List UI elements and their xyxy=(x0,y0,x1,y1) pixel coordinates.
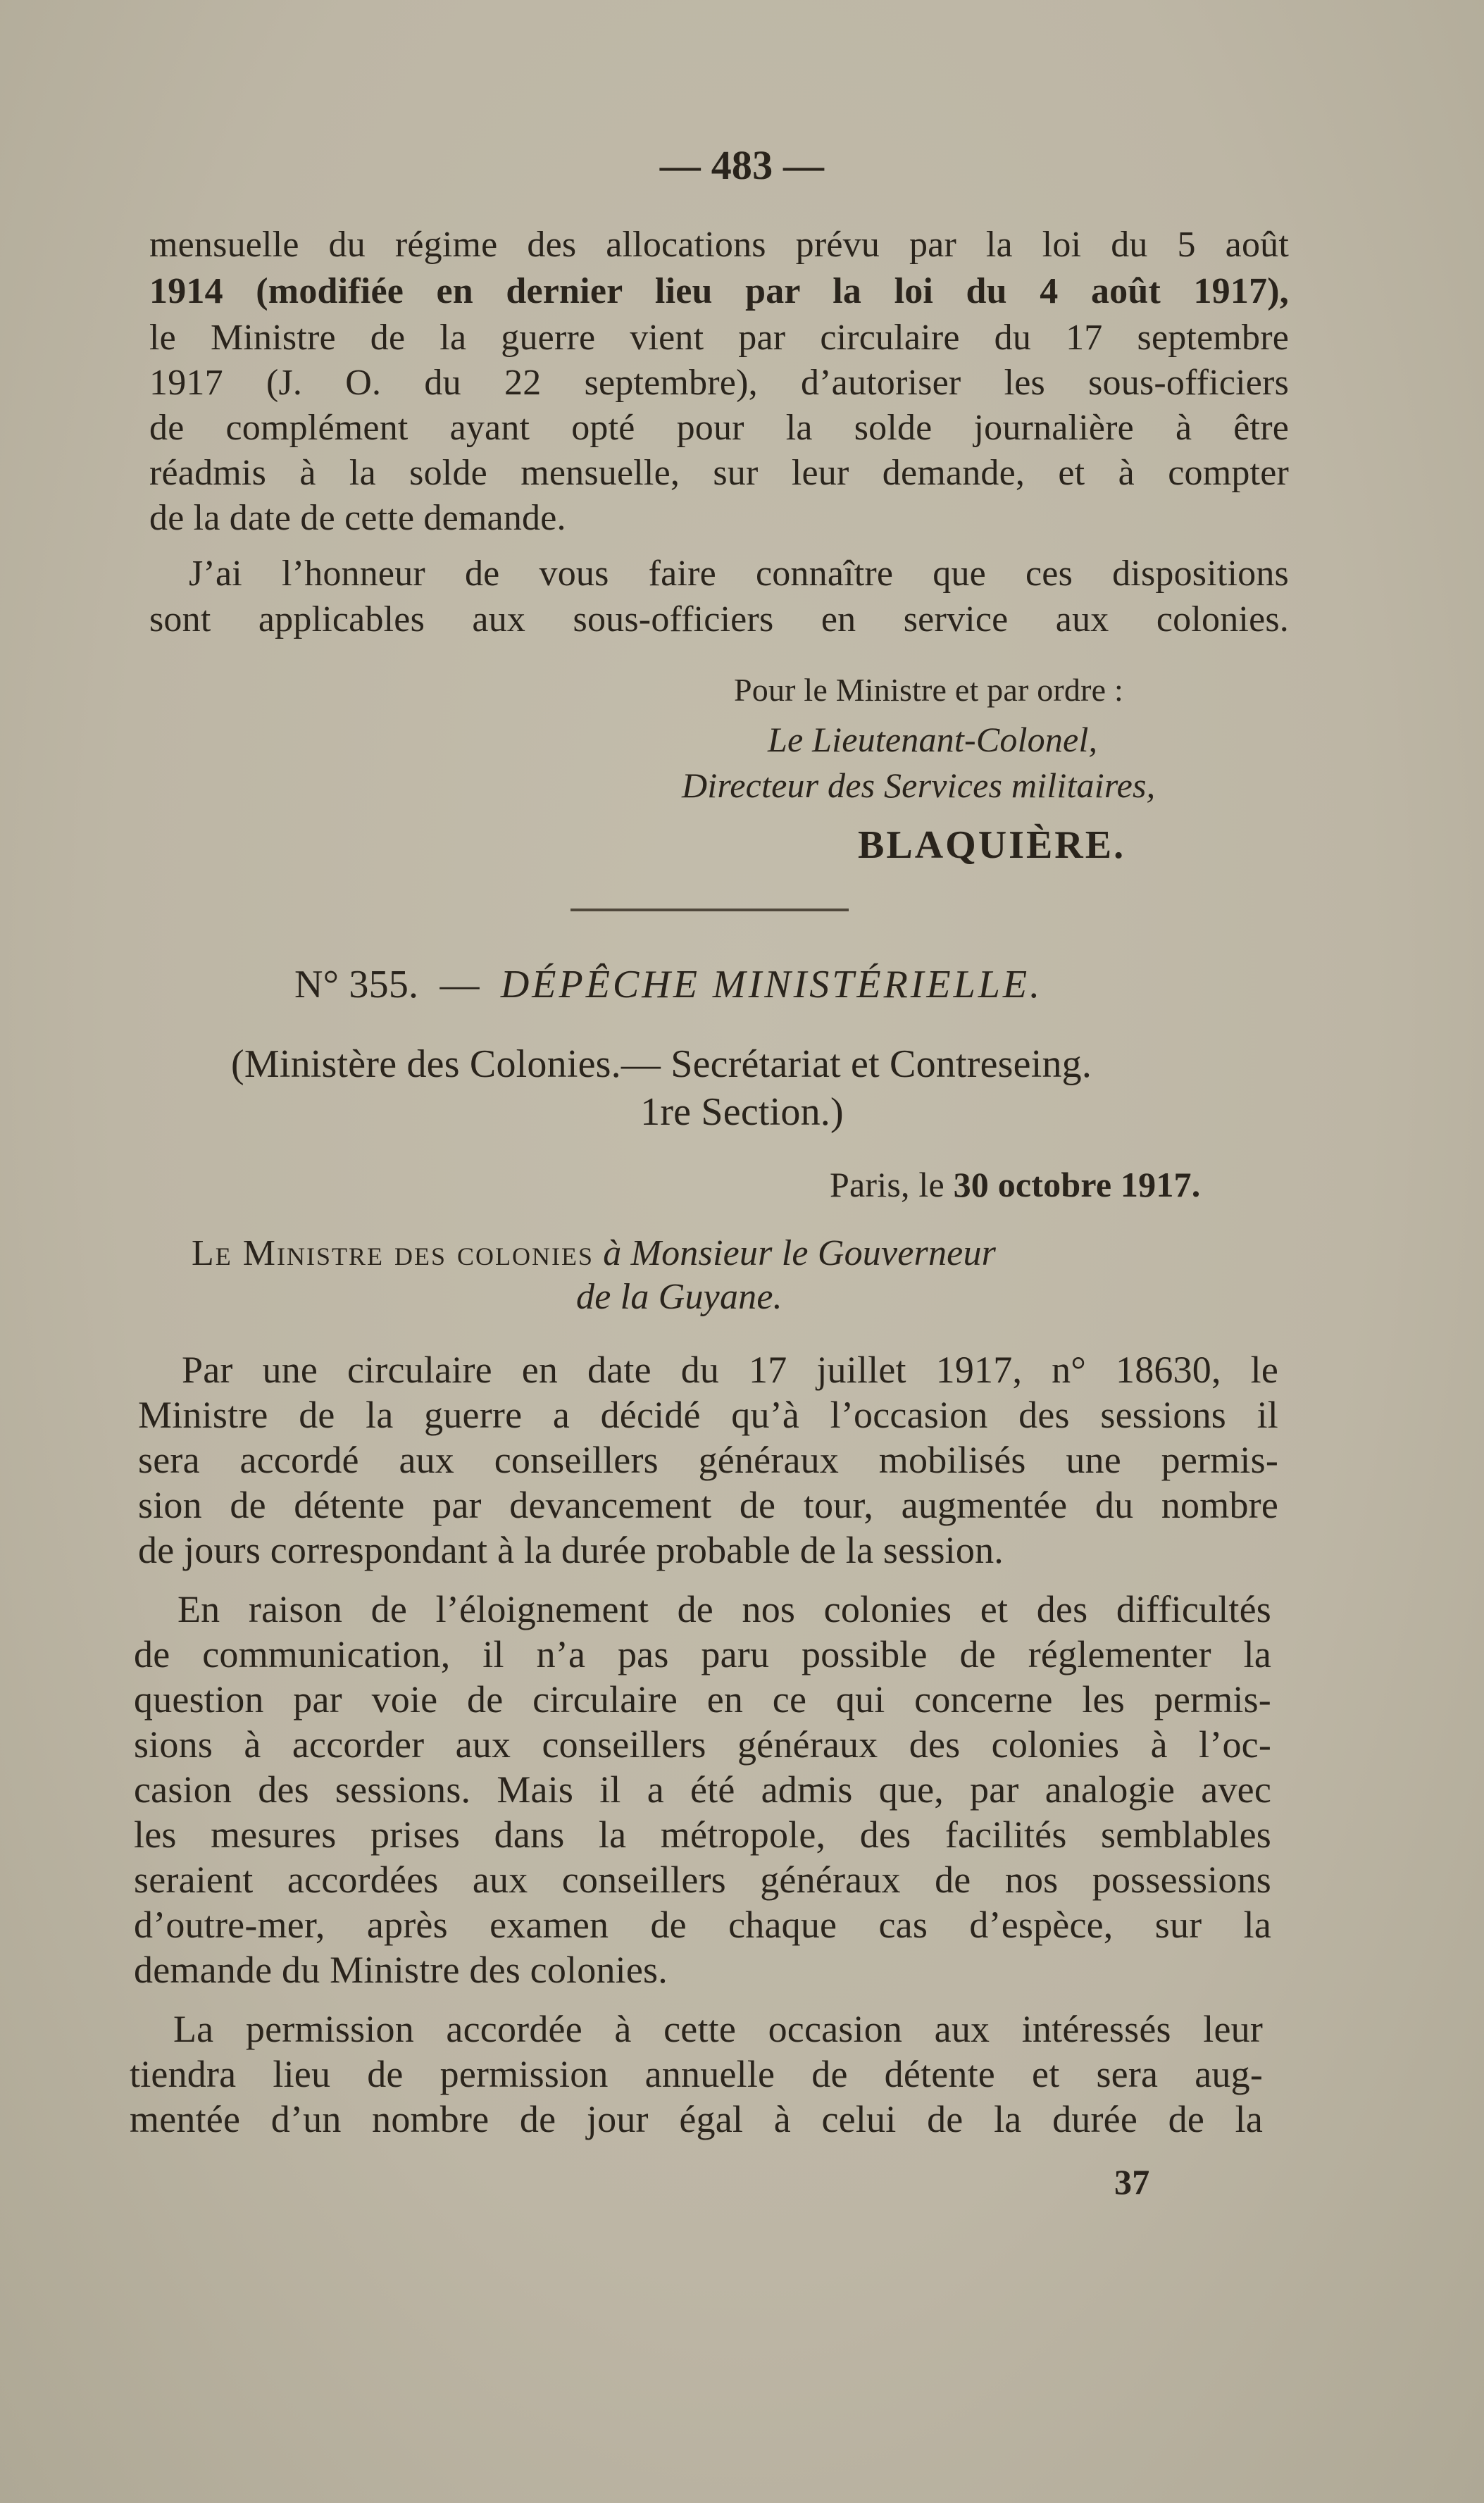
section-heading xyxy=(294,961,1042,1008)
ministry-section: 1re Section.) xyxy=(640,1090,844,1134)
signature-line: Pour le Ministre et par ordre : xyxy=(734,672,1123,708)
text-line: J’ai l’honneur de vous faire connaître que ces dispositions xyxy=(189,554,1289,594)
body-line: question par voie de circulaire en ce qui concerne les permis- xyxy=(134,1678,1271,1721)
signature-name: BLAQUIÈRE. xyxy=(858,823,1126,867)
body-line: En raison de l’éloignement de nos colonies et des difficultés xyxy=(177,1588,1271,1630)
text-line: 1914 (modifiée en dernier lieu par la loi du 4 août 1917), xyxy=(149,271,1289,311)
date-line xyxy=(830,1163,1200,1206)
page-number: — 483 — xyxy=(659,142,825,188)
body-line: sera accordé aux conseillers généraux mobilisés une permis- xyxy=(138,1439,1278,1481)
body-line: La permission accordée à cette occasion aux intéressés leur xyxy=(173,2008,1263,2050)
body-line: de communication, il n’a pas paru possible de réglementer la xyxy=(134,1633,1271,1675)
body-line: sion de détente par devancement de tour, augmentée du nombre xyxy=(138,1484,1278,1526)
body-line: sions à accorder aux conseillers généraux des colonies à l’oc- xyxy=(134,1723,1271,1766)
body-line: seraient accordées aux conseillers généraux de nos possessions xyxy=(134,1859,1271,1901)
signature-function: Directeur des Services militaires, xyxy=(682,766,1156,805)
addressee-place: de la Guyane. xyxy=(576,1277,782,1317)
body-line: Ministre de la guerre a décidé qu’à l’occasion des sessions il xyxy=(138,1394,1278,1436)
body-line: d’outre-mer, après examen de chaque cas d’espèce, sur la xyxy=(134,1904,1271,1946)
text-line: réadmis à la solde mensuelle, sur leur demande, et à compter xyxy=(149,453,1289,493)
separator-rule xyxy=(570,909,849,911)
ministry-line: (Ministère des Colonies.— Secrétariat et Contreseing. xyxy=(231,1042,1092,1086)
text-line: 1917 (J. O. du 22 septembre), d’autoriser les sous-officiers xyxy=(149,363,1289,403)
body-line: les mesures prises dans la métropole, des facilités semblables xyxy=(134,1814,1271,1856)
date-value: 30 octobre 1917. xyxy=(953,1165,1201,1204)
signature-mark: 37 xyxy=(1114,2162,1150,2202)
body-line: casion des sessions. Mais il a été admis que, par analogie avec xyxy=(134,1768,1271,1811)
addressee-recipient: à Monsieur le Gouverneur xyxy=(603,1233,997,1273)
text-line: le Ministre de la guerre vient par circulaire du 17 septembre xyxy=(149,318,1289,358)
text-line: de la date de cette demande. xyxy=(149,498,566,538)
body-line: demande du Ministre des colonies. xyxy=(134,1949,668,1991)
heading-number: N° 355. xyxy=(294,963,419,1006)
text-line: de complément ayant opté pour la solde journalière à être xyxy=(149,408,1289,448)
text-line: mensuelle du régime des allocations prévu par la loi du 5 août xyxy=(149,225,1289,265)
body-line: tiendra lieu de permission annuelle de détente et sera aug- xyxy=(130,2053,1263,2095)
addressee-line xyxy=(192,1232,996,1275)
body-line: Par une circulaire en date du 17 juillet 1917, n° 18630, le xyxy=(182,1349,1278,1391)
signature-title: Le Lieutenant-Colonel, xyxy=(768,720,1098,759)
body-line: de jours correspondant à la durée probable de la session. xyxy=(138,1529,1004,1571)
heading-dash: — xyxy=(439,963,480,1006)
heading-title: DÉPÊCHE MINISTÉRIELLE. xyxy=(500,963,1043,1006)
addressee-sender: Le Ministre des colonies xyxy=(192,1233,594,1273)
date-prefix: Paris, le xyxy=(830,1165,944,1204)
text-line: sont applicables aux sous-officiers en service aux colonies. xyxy=(149,599,1289,639)
body-line: mentée d’un nombre de jour égal à celui de la durée de la xyxy=(130,2098,1263,2140)
